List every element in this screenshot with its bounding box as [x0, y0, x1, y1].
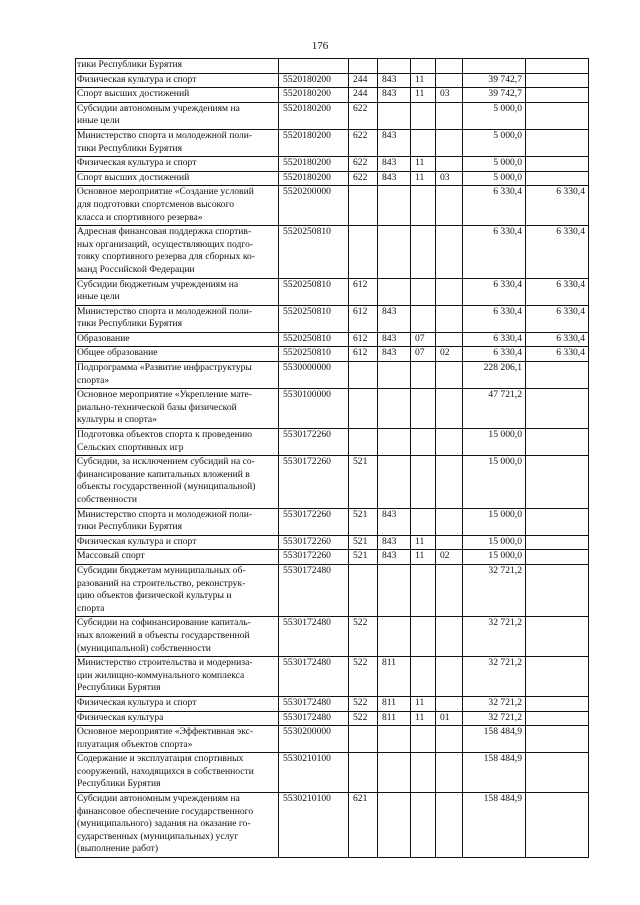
amount-year2-cell [526, 59, 589, 74]
table-row [76, 753, 589, 793]
section-cell [411, 389, 436, 429]
amount-year1-cell: 6 330,4 [463, 305, 526, 332]
table-row [76, 226, 589, 278]
amount-year1-cell: 39 742,7 [463, 73, 526, 88]
target-article-cell: 5520250810 [279, 226, 349, 278]
table-row [76, 362, 589, 389]
expense-type-cell: 522 [349, 657, 378, 697]
expense-type-cell: 521 [349, 550, 378, 565]
subsection-cell [436, 657, 463, 697]
table-row [76, 617, 589, 657]
description-cell: Субсидии бюджетным учреждениям на иные цели [76, 278, 279, 305]
description-cell: Физическая культура и спорт [76, 73, 279, 88]
subsection-cell [436, 696, 463, 711]
subsection-cell [436, 726, 463, 753]
amount-year1-cell: 6 330,4 [463, 226, 526, 278]
ministry-code-cell [378, 59, 411, 74]
description-cell: Основное мероприятие «Укрепление мате- риально-технической базы физической культуры и спорта» [76, 389, 279, 429]
target-article-cell: 5520250810 [279, 305, 349, 332]
subsection-cell [436, 278, 463, 305]
section-cell [411, 726, 436, 753]
amount-year2-cell [526, 617, 589, 657]
description-cell: Физическая культура и спорт [76, 535, 279, 550]
expense-type-cell: 521 [349, 535, 378, 550]
section-cell [411, 102, 436, 129]
amount-year1-cell: 39 742,7 [463, 88, 526, 103]
amount-year2-cell [526, 753, 589, 793]
table-row [76, 332, 589, 347]
subsection-cell [436, 157, 463, 172]
subsection-cell [436, 617, 463, 657]
target-article-cell: 5520250810 [279, 278, 349, 305]
amount-year1-cell: 32 721,2 [463, 617, 526, 657]
amount-year2-cell [526, 711, 589, 726]
description-cell: Физическая культура и спорт [76, 157, 279, 172]
table-row [76, 793, 589, 858]
ministry-code-cell: 843 [378, 332, 411, 347]
section-cell [411, 657, 436, 697]
table-row [76, 171, 589, 186]
description-cell: Министерство спорта и молодежной поли- тики Республики Бурятия [76, 305, 279, 332]
section-cell: 11 [411, 550, 436, 565]
target-article-cell: 5520180200 [279, 129, 349, 156]
amount-year2-cell [526, 793, 589, 858]
expense-type-cell [349, 753, 378, 793]
ministry-code-cell: 843 [378, 305, 411, 332]
expense-type-cell [349, 429, 378, 456]
ministry-code-cell [378, 186, 411, 226]
section-cell: 11 [411, 535, 436, 550]
amount-year2-cell [526, 157, 589, 172]
target-article-cell: 5530172260 [279, 550, 349, 565]
target-article-cell: 5520180200 [279, 171, 349, 186]
amount-year2-cell [526, 362, 589, 389]
expense-type-cell: 521 [349, 508, 378, 535]
table-row [76, 429, 589, 456]
ministry-code-cell: 843 [378, 535, 411, 550]
target-article-cell: 5520180200 [279, 73, 349, 88]
subsection-cell [436, 305, 463, 332]
target-article-cell: 5520250810 [279, 332, 349, 347]
description-cell: Субсидии на софинансирование капиталь- ных вложений в объекты государственной (муниципальной) собственности [76, 617, 279, 657]
table-row [76, 389, 589, 429]
subsection-cell [436, 793, 463, 858]
subsection-cell [436, 508, 463, 535]
amount-year1-cell: 15 000,0 [463, 429, 526, 456]
ministry-code-cell [378, 362, 411, 389]
expense-type-cell [349, 362, 378, 389]
ministry-code-cell: 843 [378, 73, 411, 88]
target-article-cell: 5520200000 [279, 186, 349, 226]
subsection-cell [436, 456, 463, 508]
amount-year1-cell: 158 484,9 [463, 753, 526, 793]
amount-year2-cell: 6 330,4 [526, 226, 589, 278]
description-cell: Субсидии автономным учреждениям на финансовое обеспечение государственного (муниципального) задания на оказание го- сударственных (муниципальных) услуг (выполнение работ) [76, 793, 279, 858]
amount-year1-cell: 6 330,4 [463, 186, 526, 226]
ministry-code-cell [378, 389, 411, 429]
amount-year1-cell: 5 000,0 [463, 129, 526, 156]
expense-type-cell: 522 [349, 711, 378, 726]
expense-type-cell: 622 [349, 157, 378, 172]
amount-year2-cell [526, 657, 589, 697]
budget-table [75, 58, 589, 858]
amount-year1-cell: 6 330,4 [463, 347, 526, 362]
table-body [76, 59, 589, 858]
table-row [76, 657, 589, 697]
target-article-cell: 5520180200 [279, 157, 349, 172]
description-cell: Основное мероприятие «Эффективная экс- плуатация объектов спорта» [76, 726, 279, 753]
table-row [76, 73, 589, 88]
expense-type-cell: 244 [349, 88, 378, 103]
subsection-cell [436, 59, 463, 74]
section-cell: 07 [411, 332, 436, 347]
description-cell: Министерство спорта и молодежной поли- тики Республики Бурятия [76, 508, 279, 535]
section-cell [411, 508, 436, 535]
amount-year1-cell [463, 59, 526, 74]
ministry-code-cell [378, 102, 411, 129]
amount-year1-cell: 32 721,2 [463, 657, 526, 697]
expense-type-cell: 621 [349, 793, 378, 858]
section-cell: 11 [411, 711, 436, 726]
expense-type-cell: 622 [349, 171, 378, 186]
section-cell: 11 [411, 88, 436, 103]
ministry-code-cell [378, 226, 411, 278]
amount-year1-cell: 5 000,0 [463, 102, 526, 129]
amount-year2-cell [526, 456, 589, 508]
target-article-cell: 5530100000 [279, 389, 349, 429]
section-cell: 11 [411, 171, 436, 186]
subsection-cell: 02 [436, 550, 463, 565]
amount-year2-cell [526, 129, 589, 156]
amount-year2-cell [526, 696, 589, 711]
expense-type-cell: 522 [349, 617, 378, 657]
subsection-cell [436, 564, 463, 616]
expense-type-cell [349, 59, 378, 74]
amount-year1-cell: 158 484,9 [463, 726, 526, 753]
table-row [76, 186, 589, 226]
subsection-cell [436, 389, 463, 429]
ministry-code-cell [378, 564, 411, 616]
subsection-cell: 01 [436, 711, 463, 726]
amount-year1-cell: 32 721,2 [463, 711, 526, 726]
target-article-cell: 5520180200 [279, 88, 349, 103]
amount-year1-cell: 15 000,0 [463, 535, 526, 550]
section-cell: 11 [411, 73, 436, 88]
expense-type-cell: 612 [349, 278, 378, 305]
subsection-cell [436, 186, 463, 226]
target-article-cell: 5530000000 [279, 362, 349, 389]
amount-year1-cell: 47 721,2 [463, 389, 526, 429]
target-article-cell: 5530172260 [279, 535, 349, 550]
description-cell: Субсидии бюджетам муниципальных об- разований на строительство, реконструк- цию объектов физической культуры и спорта [76, 564, 279, 616]
ministry-code-cell: 843 [378, 157, 411, 172]
target-article-cell: 5530172480 [279, 711, 349, 726]
table-row [76, 564, 589, 616]
ministry-code-cell [378, 278, 411, 305]
amount-year2-cell [526, 535, 589, 550]
section-cell [411, 429, 436, 456]
amount-year2-cell [526, 389, 589, 429]
section-cell [411, 129, 436, 156]
amount-year2-cell: 6 330,4 [526, 186, 589, 226]
amount-year2-cell [526, 726, 589, 753]
subsection-cell: 03 [436, 88, 463, 103]
subsection-cell [436, 226, 463, 278]
amount-year2-cell [526, 73, 589, 88]
description-cell: Спорт высших достижений [76, 88, 279, 103]
table-row [76, 129, 589, 156]
description-cell: Подпрограмма «Развитие инфраструктуры спорта» [76, 362, 279, 389]
amount-year1-cell: 6 330,4 [463, 278, 526, 305]
subsection-cell [436, 73, 463, 88]
table-row [76, 157, 589, 172]
subsection-cell: 02 [436, 347, 463, 362]
table-row [76, 347, 589, 362]
amount-year2-cell: 6 330,4 [526, 278, 589, 305]
section-cell: 11 [411, 696, 436, 711]
expense-type-cell: 622 [349, 102, 378, 129]
expense-type-cell [349, 186, 378, 226]
expense-type-cell: 521 [349, 456, 378, 508]
amount-year1-cell: 15 000,0 [463, 508, 526, 535]
expense-type-cell: 622 [349, 129, 378, 156]
amount-year2-cell: 6 330,4 [526, 347, 589, 362]
amount-year2-cell: 6 330,4 [526, 332, 589, 347]
subsection-cell [436, 129, 463, 156]
section-cell [411, 59, 436, 74]
ministry-code-cell: 843 [378, 550, 411, 565]
expense-type-cell: 612 [349, 305, 378, 332]
table-row [76, 711, 589, 726]
table-row [76, 456, 589, 508]
target-article-cell: 5530172480 [279, 564, 349, 616]
target-article-cell: 5530172260 [279, 508, 349, 535]
ministry-code-cell: 843 [378, 171, 411, 186]
target-article-cell: 5530172480 [279, 617, 349, 657]
description-cell: Субсидии автономным учреждениям на иные цели [76, 102, 279, 129]
description-cell: Адресная финансовая поддержка спортив- ных организаций, осуществляющих подго- товку спортивного резерва для сборных ко- манд Российской Федерации [76, 226, 279, 278]
table-row [76, 696, 589, 711]
subsection-cell [436, 362, 463, 389]
ministry-code-cell [378, 726, 411, 753]
description-cell: Содержание и эксплуатация спортивных сооружений, находящихся в собственности Республики Бурятия [76, 753, 279, 793]
table-row [76, 508, 589, 535]
description-cell: Спорт высших достижений [76, 171, 279, 186]
ministry-code-cell: 843 [378, 129, 411, 156]
description-cell: Министерство спорта и молодежной поли- тики Республики Бурятия [76, 129, 279, 156]
expense-type-cell: 612 [349, 332, 378, 347]
subsection-cell [436, 753, 463, 793]
subsection-cell [436, 332, 463, 347]
ministry-code-cell: 811 [378, 711, 411, 726]
section-cell [411, 617, 436, 657]
expense-type-cell: 612 [349, 347, 378, 362]
ministry-code-cell [378, 793, 411, 858]
ministry-code-cell: 811 [378, 657, 411, 697]
ministry-code-cell [378, 429, 411, 456]
section-cell [411, 753, 436, 793]
expense-type-cell [349, 726, 378, 753]
amount-year2-cell [526, 564, 589, 616]
target-article-cell: 5520180200 [279, 102, 349, 129]
section-cell [411, 564, 436, 616]
description-cell: Министерство строительства и модерниза- ции жилищно-коммунального комплекса Республики Бурятия [76, 657, 279, 697]
expense-type-cell [349, 564, 378, 616]
description-cell: Массовый спорт [76, 550, 279, 565]
description-cell: Общее образование [76, 347, 279, 362]
description-cell: Образование [76, 332, 279, 347]
amount-year1-cell: 32 721,2 [463, 564, 526, 616]
page-number: 176 [311, 40, 329, 52]
expense-type-cell [349, 226, 378, 278]
amount-year1-cell: 158 484,9 [463, 793, 526, 858]
ministry-code-cell: 843 [378, 508, 411, 535]
target-article-cell: 5530172480 [279, 657, 349, 697]
amount-year2-cell [526, 88, 589, 103]
description-cell: Субсидии, за исключением субсидий на со- финансирование капитальных вложений в объекты государственной (муниципальной) собственности [76, 456, 279, 508]
amount-year2-cell [526, 171, 589, 186]
section-cell [411, 305, 436, 332]
ministry-code-cell: 811 [378, 696, 411, 711]
ministry-code-cell: 843 [378, 347, 411, 362]
description-cell: тики Республики Бурятия [76, 59, 279, 74]
subsection-cell [436, 535, 463, 550]
table-row [76, 88, 589, 103]
target-article-cell: 5530172260 [279, 429, 349, 456]
table-row [76, 550, 589, 565]
section-cell: 11 [411, 157, 436, 172]
amount-year2-cell: 6 330,4 [526, 305, 589, 332]
ministry-code-cell [378, 617, 411, 657]
target-article-cell: 5520250810 [279, 347, 349, 362]
table-row [76, 726, 589, 753]
description-cell: Основное мероприятие «Создание условий для подготовки спортсменов высокого класса и спортивного резерва» [76, 186, 279, 226]
target-article-cell: 5530172260 [279, 456, 349, 508]
target-article-cell: 5530200000 [279, 726, 349, 753]
target-article-cell: 5530210100 [279, 793, 349, 858]
amount-year2-cell [526, 508, 589, 535]
section-cell: 07 [411, 347, 436, 362]
description-cell: Физическая культура и спорт [76, 696, 279, 711]
ministry-code-cell [378, 753, 411, 793]
table-row [76, 102, 589, 129]
section-cell [411, 278, 436, 305]
table-row [76, 535, 589, 550]
subsection-cell [436, 429, 463, 456]
table-row [76, 305, 589, 332]
expense-type-cell: 244 [349, 73, 378, 88]
expense-type-cell [349, 389, 378, 429]
section-cell [411, 456, 436, 508]
table-row [76, 278, 589, 305]
target-article-cell: 5530210100 [279, 753, 349, 793]
amount-year2-cell [526, 102, 589, 129]
amount-year1-cell: 15 000,0 [463, 456, 526, 508]
expense-type-cell: 522 [349, 696, 378, 711]
amount-year1-cell: 32 721,2 [463, 696, 526, 711]
amount-year1-cell: 6 330,4 [463, 332, 526, 347]
amount-year1-cell: 15 000,0 [463, 550, 526, 565]
description-cell: Подготовка объектов спорта к проведению Сельских спортивных игр [76, 429, 279, 456]
section-cell [411, 362, 436, 389]
ministry-code-cell [378, 456, 411, 508]
description-cell: Физическая культура [76, 711, 279, 726]
subsection-cell: 03 [436, 171, 463, 186]
section-cell [411, 186, 436, 226]
section-cell [411, 226, 436, 278]
table-row [76, 59, 589, 74]
amount-year1-cell: 228 206,1 [463, 362, 526, 389]
target-article-cell: 5530172480 [279, 696, 349, 711]
amount-year2-cell [526, 550, 589, 565]
subsection-cell [436, 102, 463, 129]
ministry-code-cell: 843 [378, 88, 411, 103]
amount-year2-cell [526, 429, 589, 456]
target-article-cell [279, 59, 349, 74]
amount-year1-cell: 5 000,0 [463, 157, 526, 172]
amount-year1-cell: 5 000,0 [463, 171, 526, 186]
section-cell [411, 793, 436, 858]
